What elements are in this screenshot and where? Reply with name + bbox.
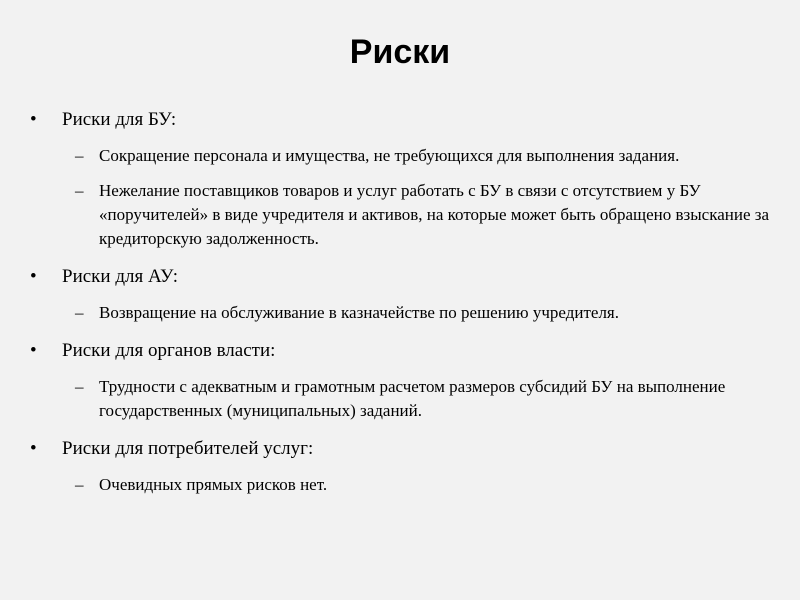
list-item bbox=[75, 375, 775, 423]
section-heading-bu bbox=[30, 107, 775, 133]
section-heading-text: Риски для АУ: bbox=[62, 266, 179, 287]
slide-content bbox=[30, 107, 775, 508]
list-item-text: Возвращение на обслуживание в казначействе по решению учредителя. bbox=[99, 303, 619, 322]
list-item-text: Нежелание поставщиков товаров и услуг работать с БУ в связи с отсутствием у БУ «поручителей» в виде учредителя и активов, на которые может быть обращено взыскание за кредиторскую задолженность. bbox=[99, 181, 770, 248]
section-heading-text: Риски для БУ: bbox=[62, 109, 177, 130]
dash-icon: – bbox=[75, 475, 84, 494]
section-heading-text: Риски для потребителей услуг: bbox=[62, 438, 314, 459]
list-item bbox=[75, 144, 775, 168]
dash-icon: – bbox=[75, 146, 84, 165]
bullet-icon: • bbox=[30, 340, 37, 361]
list-item-text: Очевидных прямых рисков нет. bbox=[99, 475, 328, 494]
section-heading-authorities bbox=[30, 338, 775, 364]
list-item-text: Сокращение персонала и имущества, не требующихся для выполнения задания. bbox=[99, 146, 680, 165]
list-item bbox=[75, 179, 775, 251]
bullet-icon: • bbox=[30, 109, 37, 130]
section-heading-au bbox=[30, 264, 775, 290]
bullet-icon: • bbox=[30, 266, 37, 287]
list-item bbox=[75, 301, 775, 325]
slide-title: Риски bbox=[349, 33, 451, 71]
dash-icon: – bbox=[75, 377, 84, 396]
section-heading-text: Риски для органов власти: bbox=[62, 340, 276, 361]
section-heading-consumers bbox=[30, 436, 775, 462]
list-item-text: Трудности с адекватным и грамотным расчетом размеров субсидий БУ на выполнение государственных (муниципальных) заданий. bbox=[99, 377, 726, 420]
list-item bbox=[75, 473, 775, 497]
dash-icon: – bbox=[75, 181, 84, 200]
bullet-icon: • bbox=[30, 438, 37, 459]
dash-icon: – bbox=[75, 303, 84, 322]
